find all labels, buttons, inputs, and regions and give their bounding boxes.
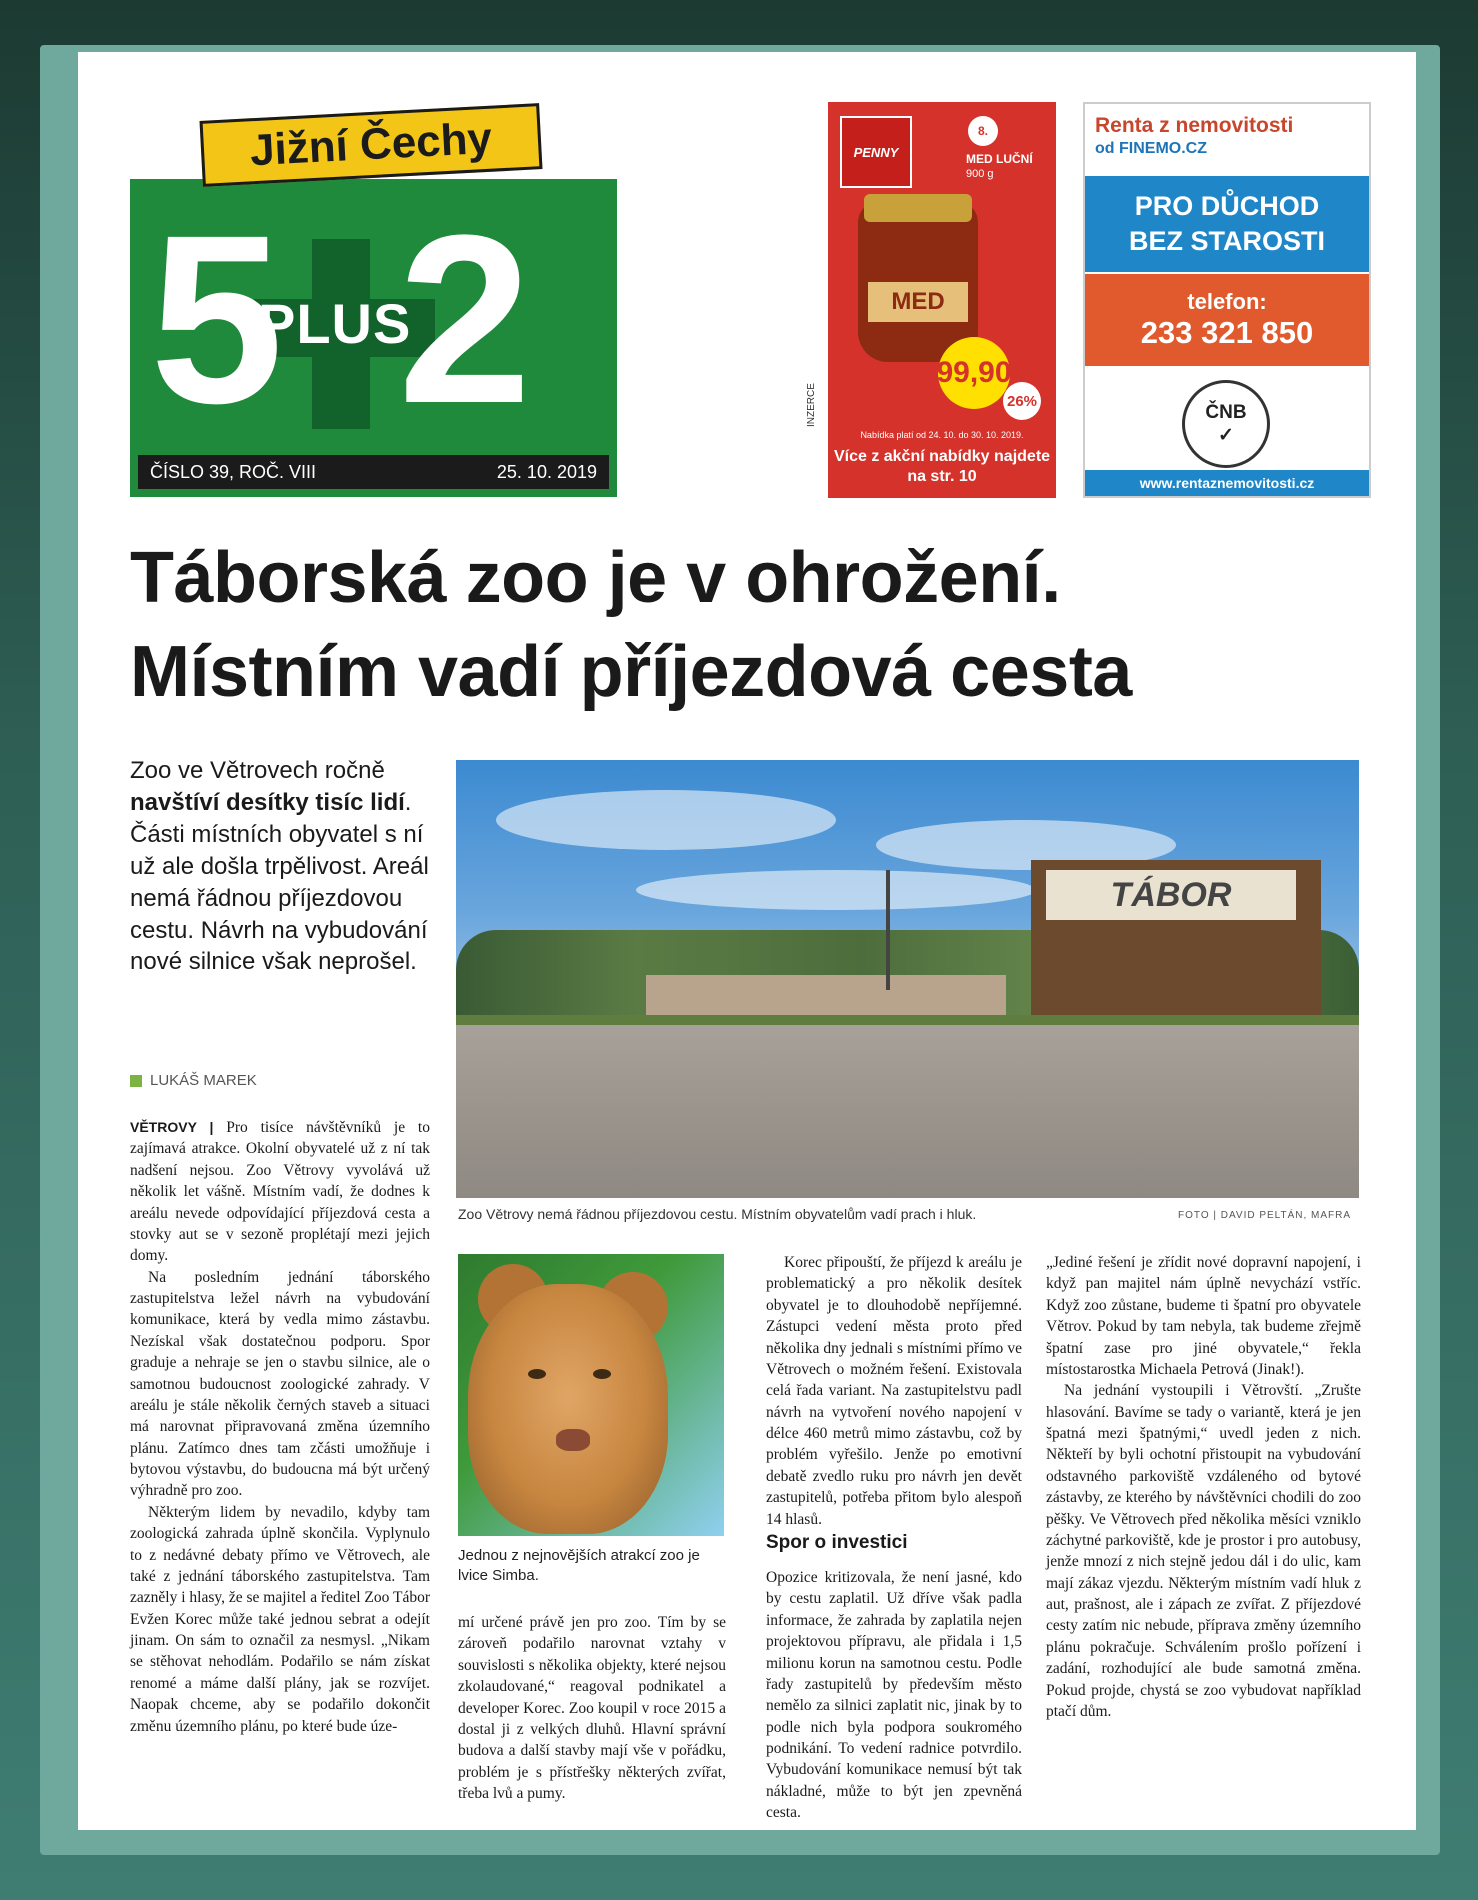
lead-part-2: . Části místních obyvatel s ní už ale došla trpělivost. Areál nemá řádnou příjezdovou cestu. Návrh na vybudování nové silnice však neprošel. bbox=[130, 788, 429, 976]
region-label: Jižní Čechy bbox=[248, 113, 494, 176]
author-name: LUKÁŠ MAREK bbox=[150, 1072, 257, 1089]
photo-caption: Zoo Větrovy nemá řádnou příjezdovou cestu. Místním obyvatelům vadí prach i hluk. bbox=[458, 1206, 977, 1222]
lamp-pole bbox=[886, 870, 890, 990]
headline-line-2: Místním vadí příjezdová cesta bbox=[130, 631, 1132, 712]
column-paragraph bbox=[130, 1117, 430, 1267]
penny-discount: 26% bbox=[1003, 382, 1041, 420]
masthead-two: 2 bbox=[398, 185, 532, 453]
lioness-photo bbox=[458, 1254, 724, 1536]
honey-jar-label: MED bbox=[868, 282, 968, 322]
column-paragraph: „Jediné řešení je zřídit nové dopravní napojení, i když pan majitel nám úplně nevychází vstříc. Když zoo zůstane, budeme ti špatní pro obyvatele Větrov. Pokud by tam nebyla, tak budeme zřejmě špatní zase pro jiné obyvatele,“ řekla místostarostka Michaela Petrová (Jinak!). bbox=[1046, 1254, 1361, 1378]
penny-product-name: MED LUČNÍ bbox=[966, 152, 1033, 166]
lion-nose bbox=[556, 1429, 590, 1451]
penny-validity: Nabídka platí od 24. 10. do 30. 10. 2019. bbox=[860, 430, 1024, 440]
article-lead bbox=[130, 755, 430, 978]
penny-more-offers: Více z akční nabídky najdete na str. 10 bbox=[833, 448, 1051, 485]
cloud-shape bbox=[496, 790, 836, 850]
renta-phone-number: 233 321 850 bbox=[1140, 315, 1314, 350]
penny-logo: PENNY bbox=[840, 116, 912, 188]
renta-phone-box bbox=[1085, 274, 1369, 366]
article-column-1 bbox=[130, 1117, 430, 1737]
dateline: VĚTROVY | bbox=[130, 1119, 227, 1135]
region-tag bbox=[200, 103, 543, 187]
issue-date: 25. 10. 2019 bbox=[496, 461, 597, 482]
paragraph-text: Pro tisíce návštěvníků je to zajímavá atrakce. Okolní obyvatelé už z ní tak nadšení nejsou. Zoo Větrovy vyvolává už několik let vášně. Místním vadí, že dodnes k areálu nevede odpovídající příjezdová cesta a stovky aut se v sezoně proplétají mezi jejich domy. bbox=[130, 1119, 430, 1265]
renta-phone-label: telefon: bbox=[1187, 289, 1267, 314]
cloud-shape bbox=[636, 870, 1036, 910]
subheading: Spor o investici bbox=[766, 1532, 908, 1553]
renta-title: Renta z nemovitosti bbox=[1095, 114, 1294, 137]
column-paragraph: Některým lidem by nevadilo, kdyby tam zoologická zahrada úplně skončila. Vyplynulo to z nedávné debaty přímo ve Větrovech, ale také z jednání táborského zastupitelstva. Tam zazněly i hlasy, že se majitel a ředitel Zoo Tábor Evžen Korec může také jednou sebrat a odejít jinam. On sám to označil za nesmysl. „Nikam se stěhovat nehodlám. Podařilo se nám získat renomé a máme další plány, jak se rozvíjet. Naopak chceme, aby se podařilo dokončit změnu územního plánu, po které bude úze- bbox=[130, 1503, 430, 1735]
author-byline bbox=[130, 1072, 257, 1089]
penny-ad[interactable] bbox=[828, 102, 1056, 498]
renta-url-link[interactable]: www.rentaznemovitosti.cz bbox=[1085, 470, 1369, 496]
article-column-4 bbox=[1046, 1252, 1361, 1722]
column-paragraph: mí určené právě jen pro zoo. Tím by se zároveň podařilo narovnat vztahy v souvislosti s několika objekty, které nejsou zkolaudované,“ reagoval podnikatel a developer Korec. Zoo koupil v roce 2015 a dostal ji z velkých dluhů. Hlavní správní budova a další stavby mají vše v pořádku, problém je s přístřešky některých zvířat, třeba lvů a pumy. bbox=[458, 1614, 726, 1802]
penny-price: 99,90 bbox=[938, 337, 1010, 409]
lead-bold: navštíví desítky tisíc lidí bbox=[130, 788, 405, 816]
article-column-3 bbox=[766, 1252, 1022, 1530]
renta-slogan bbox=[1085, 176, 1369, 272]
article-headline bbox=[130, 532, 1380, 719]
article-column-3b bbox=[766, 1567, 1022, 1824]
honey-jar-lid bbox=[864, 194, 972, 222]
masthead bbox=[130, 179, 617, 497]
lion-eye bbox=[593, 1369, 611, 1379]
issue-number: ČÍSLO 39, ROČ. VIII bbox=[150, 461, 317, 482]
lion-eye bbox=[528, 1369, 546, 1379]
lion-head bbox=[468, 1284, 668, 1534]
column-paragraph: Na jednání vystoupili i Větrovští. „Zrušte hlasování. Bavíme se tady o variantě, která je jen špatná mezi špatnými,“ uvedl jeden z nich. Někteří by byli ochotní přistoupit na vybudování odstavného parkoviště vzdáleného od bytové zástavby, ze kterého by návštěvníci chodili do zoo pěšky. Ve Větrovech před několika měsíci vzniklo záchytné parkoviště, kde je prostor i pro autobusy, jenže mnozí z nich stejně jedou dál i do ulic, kam mají zákaz vjezdu. Některým místním vadí hluk z aut, prašnost, ale i zápach ze zvířat. Z příjezdové cesty zatím nic nebude, příprava změny územního plánu pokračuje. Schválením prošlo pořízení i zadání, rozhodující ale bude samotná změna. Pokud projde, chystá se zoo vybudovat například ptačí dům. bbox=[1046, 1382, 1361, 1720]
masthead-issue-bar bbox=[138, 455, 609, 489]
masthead-five: 5 bbox=[150, 185, 284, 453]
headline-line-1: Táborská zoo je v ohrožení. bbox=[130, 538, 1061, 618]
column-paragraph: Na posledním jednání táborského zastupitelstva ležel návrh na vybudování komunikace, která by vedla mimo zástavbu. Nezískal však dostatečnou podporu. Spor graduje a nehraje se jen o stavbu silnice, ale o samotnou budoucnost zoologické zahrady. V areálu je stále několik černých staveb a situaci má narovnat připravovaná změna územního plánu. Zatímco dnes tam zčásti umožňuje i bytovou výstavbu, do budoucna má být určený výhradně pro zoo. bbox=[130, 1268, 430, 1500]
cnb-check-icon: ✓ bbox=[1218, 424, 1234, 446]
zoo-gate-sign: TÁBOR bbox=[1046, 870, 1296, 920]
renta-ad[interactable] bbox=[1083, 102, 1371, 498]
renta-from: od FINEMO.CZ bbox=[1095, 140, 1207, 157]
penny-product-weight: 900 g bbox=[966, 168, 994, 180]
article-column-2 bbox=[458, 1612, 726, 1804]
newspaper-page bbox=[78, 52, 1416, 1830]
penny-badge: 8. bbox=[968, 116, 998, 146]
zoo-entrance-photo bbox=[456, 760, 1359, 1198]
renta-slogan-line2: BEZ STAROSTI bbox=[1128, 226, 1325, 256]
column-paragraph: Opozice kritizovala, že není jasné, kdo by cestu zaplatil. Už dříve však padla informace, že zahrada by zaplatila nejen projektovou přípravu, ale přidala i 1,5 milionu korun na samotnou cestu. Podle řady zastupitelů by především město nemělo za silnici zaplatit nic, jinak by to podle nich byla podpora soukromého podnikání. To vedení radnice potvrdilo. Vybudování komunikace nemusí být tak nákladné, může to být jen zpevněná cesta. bbox=[766, 1569, 1022, 1822]
renta-slogan-line1: PRO DŮCHOD bbox=[1134, 190, 1320, 221]
column-paragraph: Korec připouští, že příjezd k areálu je problematický a pro několik desítek obyvatel je to dlouhodobě nepříjemné. Zástupci vedení města proto před několika dny jednali s místními přímo ve Větrovech o možném řešení. Existovala celá řada variant. Na zastupitelstvu padl návrh na vytvoření nového napojení v délce 460 metrů mimo zástavbu, což by problém vyřešilo. Jenže po emotivní debatě zvedlo ruku pro návrh jen devět zastupitelů, potřeba přitom bylo alespoň 14 hlasů. bbox=[766, 1254, 1022, 1528]
byline-square-icon bbox=[130, 1075, 142, 1087]
photo-credit: FOTO | DAVID PELTÁN, MAFRA bbox=[1178, 1210, 1352, 1221]
masthead-plus: PLUS bbox=[258, 292, 412, 355]
cnb-seal-text: ČNB bbox=[1205, 401, 1247, 423]
gravel-road bbox=[456, 1025, 1359, 1198]
lioness-caption: Jednou z nejnovějších atrakcí zoo je lvice Simba. bbox=[458, 1547, 700, 1585]
inzerce-label: INZERCE bbox=[806, 383, 817, 427]
cnb-seal-icon bbox=[1182, 380, 1270, 468]
lead-part-1: Zoo ve Větrovech ročně bbox=[130, 757, 385, 784]
